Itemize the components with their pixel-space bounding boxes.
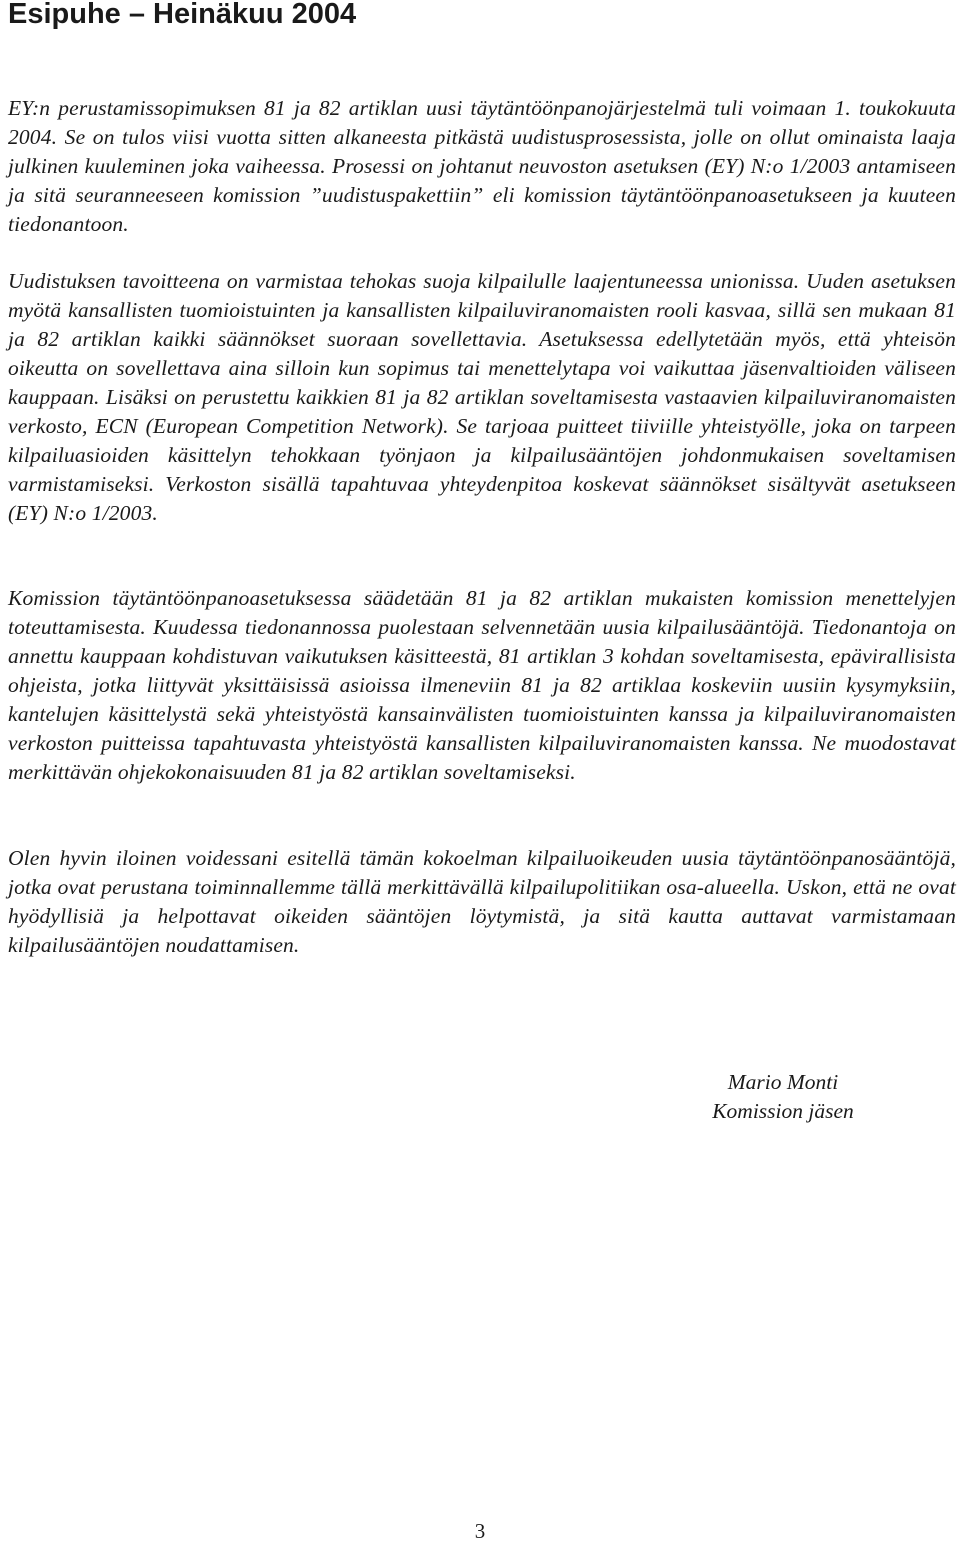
- page-title: Esipuhe – Heinäkuu 2004: [8, 0, 357, 30]
- paragraph-reform-goals: Uudistuksen tavoitteena on varmistaa tehokas suoja kilpailulle laajentuneessa unionissa. Uuden asetuksen myötä kansallisten tuomioistuinten ja kansallisten kilpailuviranomaisten rooli kasvaa, sillä sen mukaan 81 ja 82 artiklan kaikki säännökset suoraan sovellettavia. Asetuksessa edellytetään myös, että yhteisön oikeutta on sovellettava aina silloin kun sopimus tai menettelytapa voi vaikuttaa jäsenvaltioiden väliseen kauppaan. Lisäksi on perustettu kaikkien 81 ja 82 artiklan soveltamisesta vastaavien kilpailuviranomaisten verkosto, ECN (European Competition Network). Se tarjoaa puitteet tiiviille yhteistyölle, joka on tarpeen kilpailuasioiden käsittelyn tehokkaan työnjaon ja kilpailusääntöjen johdonmukaisen soveltamisen varmistamiseksi. Verkoston sisällä tapahtuvaa yhteydenpitoa koskevat säännökset sisältyvät asetukseen (EY) N:o 1/2003.: [8, 269, 956, 525]
- page-number: 3: [474, 1519, 486, 1543]
- paragraph-implementing-regulation: Komission täytäntöönpanoasetuksessa säädetään 81 ja 82 artiklan mukaisten komission menettelyjen toteuttamisesta. Kuudessa tiedonannossa puolestaan selvennetään uusia kilpailusääntöjä. Tiedonantoja on annettu kauppaan kohdistuvan vaikutuksen käsitteestä, 81 artiklan 3 kohdan soveltamisesta, epävirallisista ohjeista, jotka liittyvät yksittäisissä asioissa ilmeneviin 81 ja 82 artiklaa koskeviin uusiin kysymyksiin, kantelujen käsittelystä sekä yhteistyöstä kansainvälisten tuomioistuinten kanssa ja kilpailuviranomaisten verkoston puitteissa tapahtuvasta yhteistyöstä kansallisten kilpailuviranomaisten kanssa. Ne muodostavat merkittävän ohjekokonaisuuden 81 ja 82 artiklan soveltamiseksi.: [8, 586, 956, 784]
- signature-block: [690, 1068, 876, 1126]
- paragraph-closing: Olen hyvin iloinen voidessani esitellä tämän kokoelman kilpailuoikeuden uusia täytäntöönpanosääntöjä, jotka ovat perustana toiminnallemme tällä merkittävällä kilpailupolitiikan osa-alueella. Uskon, että ne ovat hyödyllisiä ja helpottavat oikeiden sääntöjen löytymistä, ja sitä kautta auttavat varmistamaan kilpailusääntöjen noudattamisen.: [8, 846, 956, 957]
- signature-role: Komission jäsen: [712, 1099, 854, 1123]
- paragraph-intro: EY:n perustamissopimuksen 81 ja 82 artiklan uusi täytäntöönpanojärjestelmä tuli voimaan 1. toukokuuta 2004. Se on tulos viisi vuotta sitten alkaneesta pitkästä uudistusprosessista, jolle on ollut ominaista laaja julkinen kuuleminen joka vaiheessa. Prosessi on johtanut neuvoston asetuksen (EY) N:o 1/2003 antamiseen ja sitä seuranneeseen komission ”uudistuspakettiin” eli komission täytäntöönpanoasetukseen ja kuuteen tiedonantoon.: [8, 96, 956, 236]
- signature-name: Mario Monti: [727, 1070, 839, 1094]
